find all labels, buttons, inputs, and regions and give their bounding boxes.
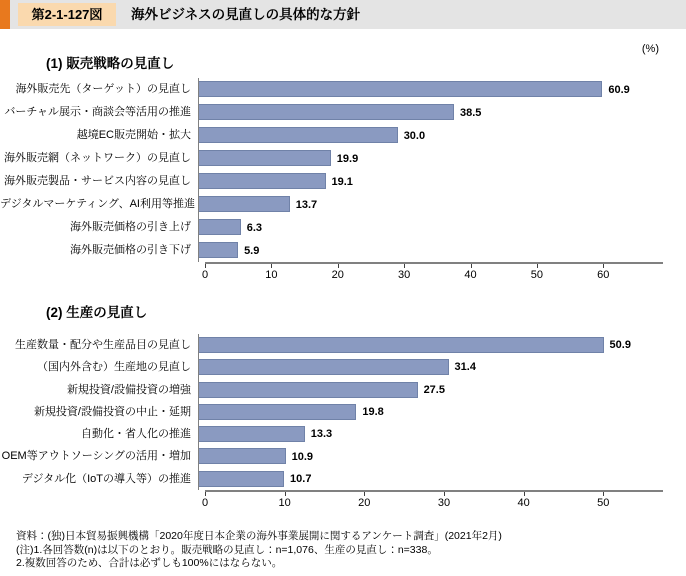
axis-tick-label: 30 bbox=[398, 269, 411, 281]
axis-tick-label: 20 bbox=[358, 497, 371, 510]
bar-track bbox=[198, 356, 656, 378]
x-axis bbox=[201, 262, 663, 286]
category-label: デジタルマーケティング、AI利用等推進 bbox=[0, 198, 195, 210]
x-axis-row bbox=[0, 262, 686, 286]
axis-tick bbox=[271, 264, 272, 268]
category-label: 海外販売先（ターゲット）の見直し bbox=[15, 83, 191, 95]
value-label: 19.9 bbox=[336, 152, 359, 165]
bar-row bbox=[0, 193, 686, 216]
bar bbox=[199, 359, 449, 375]
bar bbox=[199, 426, 305, 442]
bar bbox=[199, 242, 238, 258]
bar-rows bbox=[0, 78, 686, 262]
category-label: 生産数量・配分や生産品目の見直し bbox=[15, 339, 191, 351]
bar bbox=[199, 196, 290, 212]
axis-tick bbox=[603, 492, 604, 496]
value-label: 38.5 bbox=[459, 106, 482, 119]
category-label: 新規投資/設備投資の増強 bbox=[66, 383, 191, 396]
category-label: 自動化・省人化の推進 bbox=[81, 428, 191, 441]
axis-tick-label: 50 bbox=[597, 497, 610, 510]
x-axis bbox=[201, 490, 663, 514]
bar-row bbox=[0, 401, 686, 423]
value-label: 5.9 bbox=[244, 244, 260, 257]
bar bbox=[199, 127, 398, 143]
axis-tick-label: 0 bbox=[201, 497, 209, 510]
axis-tick-label: 40 bbox=[464, 269, 477, 281]
value-label: 19.1 bbox=[331, 175, 353, 188]
value-label: 13.3 bbox=[310, 428, 333, 441]
bar bbox=[199, 471, 284, 487]
axis-tick bbox=[285, 492, 286, 496]
axis-tick-label: 50 bbox=[530, 269, 543, 281]
axis-tick bbox=[471, 264, 472, 268]
bar-track bbox=[198, 445, 656, 467]
note-line-2: 2.複数回答のため、合計は必ずしも100%にはならない。 bbox=[16, 557, 283, 570]
note-line-1: (注)1.各回答数(n)は以下のとおり。販売戦略の見直し：n=1,076、生産の見直し：n=338。 bbox=[16, 543, 438, 556]
axis-tick bbox=[338, 264, 339, 268]
value-label: 31.4 bbox=[454, 361, 476, 374]
source-notes bbox=[16, 530, 678, 571]
source-line: 資料：(独)日本貿易振興機構「2020年度日本企業の海外事業展開に関するアンケート調査」(2021年2月) bbox=[16, 530, 502, 542]
axis-tick-label: 0 bbox=[201, 269, 209, 281]
bar-row bbox=[0, 423, 686, 445]
section-title-sales: (1) 販売戦略の見直し bbox=[46, 56, 175, 71]
axis-tick bbox=[603, 264, 604, 268]
bar-row bbox=[0, 101, 686, 124]
bar bbox=[199, 219, 241, 235]
axis-tick bbox=[364, 492, 365, 496]
axis-spacer bbox=[0, 262, 205, 286]
bar-row bbox=[0, 124, 686, 147]
bar bbox=[199, 150, 331, 166]
bar-track bbox=[198, 170, 656, 193]
category-label: OEM等アウトソーシングの活用・増加 bbox=[1, 450, 191, 463]
bar-track bbox=[198, 78, 656, 101]
bar bbox=[199, 448, 286, 464]
bar-row bbox=[0, 356, 686, 378]
category-label: 海外販売製品・サービス内容の見直し bbox=[4, 175, 191, 187]
category-label: 越境EC販売開始・拡大 bbox=[76, 129, 191, 141]
bar bbox=[199, 81, 602, 97]
bar-row bbox=[0, 216, 686, 239]
bar-track bbox=[198, 147, 656, 170]
section-title-production: (2) 生産の見直し bbox=[46, 305, 148, 320]
axis-tick-label: 30 bbox=[437, 497, 451, 510]
x-axis-row bbox=[0, 490, 686, 514]
bar-row bbox=[0, 379, 686, 401]
bar-track bbox=[198, 101, 656, 124]
bar-row bbox=[0, 170, 686, 193]
bar-track bbox=[198, 216, 656, 239]
bar bbox=[199, 382, 418, 398]
value-label: 19.8 bbox=[362, 406, 384, 419]
value-label: 13.7 bbox=[295, 198, 318, 211]
axis-tick-label: 40 bbox=[517, 497, 530, 510]
axis-tick-label: 60 bbox=[597, 269, 610, 281]
bar bbox=[199, 337, 604, 353]
bar-track bbox=[198, 379, 656, 401]
bar-track bbox=[198, 401, 656, 423]
bar-track bbox=[198, 124, 656, 147]
figure-header bbox=[0, 0, 686, 29]
bar-row bbox=[0, 445, 686, 467]
axis-tick bbox=[404, 264, 405, 268]
bar-row bbox=[0, 334, 686, 356]
bar-track bbox=[198, 423, 656, 445]
bar bbox=[199, 404, 356, 420]
axis-tick-label: 10 bbox=[278, 497, 291, 510]
category-label: （国内外含む）生産地の見直し bbox=[37, 361, 191, 374]
figure-number-badge: 第2-1-127図 bbox=[18, 3, 116, 26]
value-label: 30.0 bbox=[403, 129, 426, 142]
value-label: 10.7 bbox=[290, 472, 312, 485]
axis-tick bbox=[205, 492, 206, 496]
axis-tick-label: 10 bbox=[265, 269, 278, 281]
bar-row bbox=[0, 239, 686, 262]
axis-tick bbox=[444, 492, 445, 496]
bar bbox=[199, 104, 454, 120]
axis-tick bbox=[537, 264, 538, 268]
accent-bar bbox=[0, 0, 10, 29]
bar-track bbox=[198, 468, 656, 490]
bar-row bbox=[0, 78, 686, 101]
category-label: 海外販売価格の引き下げ bbox=[70, 244, 191, 256]
category-label: 新規投資/設備投資の中止・延期 bbox=[33, 405, 191, 418]
bar-track bbox=[198, 334, 656, 356]
axis-tick bbox=[205, 264, 206, 268]
value-label: 6.3 bbox=[246, 221, 263, 234]
bar-chart-production bbox=[0, 334, 686, 514]
category-label: バーチャル展示・商談会等活用の推進 bbox=[4, 106, 191, 118]
figure-title: 海外ビジネスの見直しの具体的な方針 bbox=[131, 7, 361, 22]
value-label: 60.9 bbox=[608, 83, 630, 96]
bar-row bbox=[0, 468, 686, 490]
bar-track bbox=[198, 239, 656, 262]
bar-rows bbox=[0, 334, 686, 490]
category-label: 海外販売価格の引き上げ bbox=[70, 221, 191, 233]
bar-row bbox=[0, 147, 686, 170]
unit-label: (%) bbox=[641, 43, 659, 55]
value-label: 10.9 bbox=[291, 450, 314, 463]
value-label: 27.5 bbox=[423, 383, 445, 396]
bar-chart-sales-strategy bbox=[0, 78, 686, 286]
value-label: 50.9 bbox=[609, 339, 631, 352]
bar bbox=[199, 173, 326, 189]
axis-spacer bbox=[0, 490, 205, 514]
category-label: 海外販売網（ネットワーク）の見直し bbox=[4, 152, 191, 164]
axis-tick bbox=[524, 492, 525, 496]
bar-track bbox=[198, 193, 656, 216]
category-label: デジタル化（IoTの導入等）の推進 bbox=[21, 472, 191, 485]
axis-tick-label: 20 bbox=[331, 269, 344, 281]
